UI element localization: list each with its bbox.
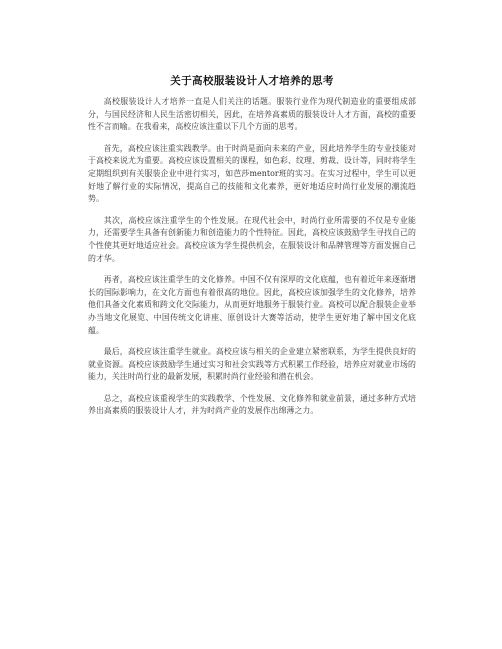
paragraph-culture: 再者，高校应该注重学生的文化修养。中国不仅有深厚的文化底蕴，也有着近年来逐渐增长的国际影响力，在文化方面也有着很高的地位。因此，高校应该加强学生的文化修养，培养他们具备文化素质和跨文化交际能力，从而更好地服务于服装行业。高校可以配合服装企业举办当地文化展览、中国传统文化讲座、原创设计大赛等活动，使学生更好地了解中国文化底蕴。 (88, 275, 416, 335)
paragraph-practice: 首先，高校应该注重实践教学。由于时尚是面向未来的产业，因此培养学生的专业技能对于高校来说尤为重要。高校应该设置相关的课程，如色彩、纹理、剪裁、设计等，同时将学生定期组织到有关服装企业中进行实习，如芭莎mentor班的实习。在实习过程中，学生可以更好地了解行业的实际情况，提高自己的技能和文化素养，更好地适应时尚行业发展的潮流趋势。 (88, 143, 416, 204)
paragraph-conclusion: 总之，高校应该重视学生的实践教学、个性发展、文化修养和就业前景，通过多种方式培养出高素质的服装设计人才，并为时尚产业的发展作出绵薄之力。 (88, 393, 416, 416)
paragraph-employment: 最后，高校应该注重学生就业。高校应该与相关的企业建立紧密联系，为学生提供良好的就业资源。高校应该鼓励学生通过实习和社会实践等方式积累工作经验，培养应对就业市场的能力，关注时尚行业的最新发展，积累时尚行业经验和潜在机会。 (88, 347, 416, 382)
paragraph-individuality: 其次，高校应该注重学生的个性发展。在现代社会中，时尚行业所需要的不仅是专业能力，还需要学生具备有创新能力和创造能力的个性特征。因此，高校应该鼓励学生寻找自己的个性使其更好地适应社会。高校应该为学生提供机会，在服装设计和品牌管理等方面发掘自己的才华。 (88, 215, 416, 263)
document-title: 关于高校服装设计人才培养的思考 (170, 75, 334, 87)
paragraph-intro: 高校服装设计人才培养一直是人们关注的话题。服装行业作为现代制造业的重要组成部分，与国民经济和人民生活密切相关，因此，在培养高素质的服装设计人才方面，高校的重要性不言而喻。在我看来，高校应该注重以下几个方面的思考。 (88, 97, 416, 132)
document-page (88, 74, 416, 427)
